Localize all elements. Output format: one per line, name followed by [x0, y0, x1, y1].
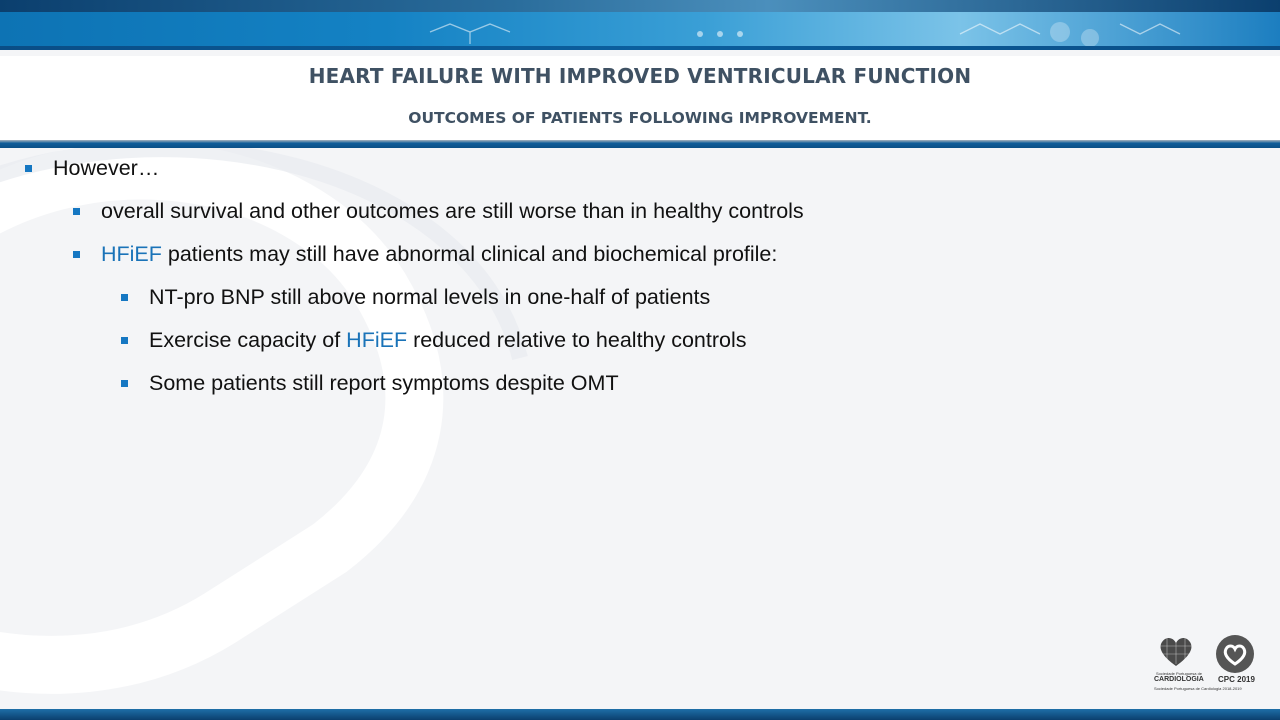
bullet-text: Exercise capacity of — [149, 328, 347, 352]
slide-title: HEART FAILURE WITH IMPROVED VENTRICULAR FUNCTION — [308, 64, 972, 88]
title-divider — [0, 140, 1280, 148]
bullet-text: Some patients still report symptoms despite OMT — [149, 371, 619, 395]
bullet-item — [149, 328, 747, 353]
bullet-text: overall survival and other outcomes are still worse than in healthy controls — [101, 199, 804, 223]
bullet-marker — [121, 337, 128, 344]
cpc-heart-logo-icon — [1216, 635, 1254, 673]
bullet-marker — [73, 208, 80, 215]
title-area — [0, 56, 1280, 140]
bullet-item — [101, 242, 777, 267]
bullet-marker — [73, 251, 80, 258]
footer-note: Sociedade Portuguesa de Cardiologia 2018-2019 — [1154, 686, 1242, 691]
bullet-item — [149, 285, 710, 310]
slide-subtitle: OUTCOMES OF PATIENTS FOLLOWING IMPROVEMENT. — [408, 109, 872, 127]
top-banner — [0, 0, 1280, 50]
bullet-text: NT-pro BNP still above normal levels in one-half of patients — [149, 285, 711, 309]
spc-small-text: Sociedade Portuguesa de — [1156, 671, 1203, 676]
bottom-bar — [0, 709, 1280, 720]
bullet-marker — [121, 294, 128, 301]
bullet-item — [53, 156, 159, 181]
hfief-term: HFiEF — [101, 242, 162, 266]
spc-heart-logo-icon — [1158, 634, 1194, 668]
bullet-text: However… — [53, 156, 160, 180]
bullet-marker — [25, 165, 32, 172]
spc-name: CARDIOLOGIA — [1154, 676, 1204, 683]
bullet-marker — [121, 380, 128, 387]
banner-bottom-strip — [0, 46, 1280, 50]
molecule-decoration-icon — [400, 4, 1280, 48]
background-heart-icon — [0, 148, 560, 708]
bullet-text: reduced relative to healthy controls — [407, 328, 747, 352]
bullet-item — [149, 371, 619, 396]
bullet-text: patients may still have abnormal clinical and biochemical profile: — [161, 242, 778, 266]
hfief-term: HFiEF — [346, 328, 408, 352]
cpc-label: CPC 2019 — [1218, 675, 1255, 684]
bullet-item — [101, 199, 804, 224]
